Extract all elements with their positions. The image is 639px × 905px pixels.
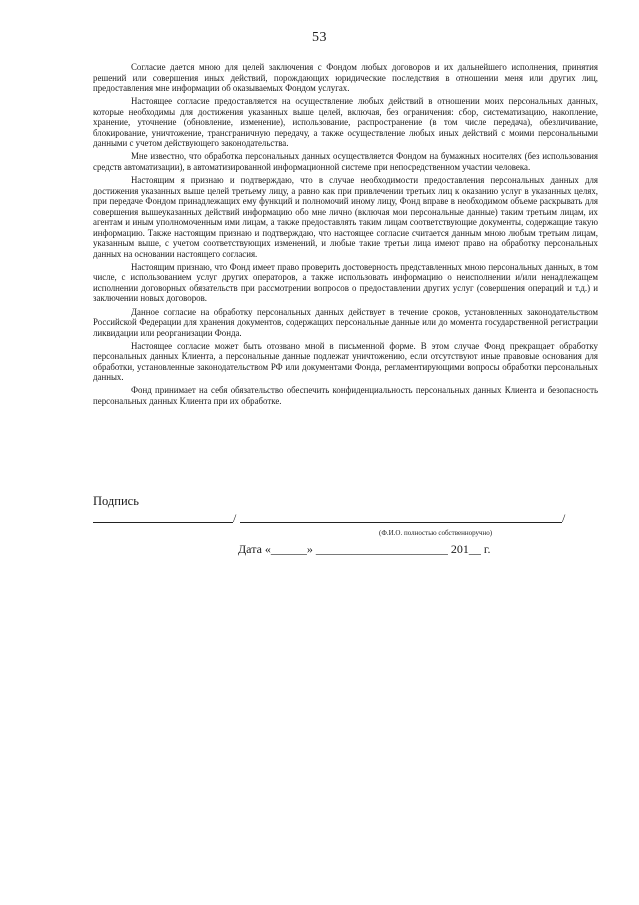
paragraph-processing-method: Мне известно, что обработка персональных данных осуществляется Фондом на бумажных носителях (без использования средств автоматизации), в автоматизированной информационной системе при непосредственном участии человека.: [93, 151, 598, 172]
paragraph-actions: Настоящее согласие предоставляется на осуществление любых действий в отношении моих персональных данных, которые необходимы для достижения указанных выше целей, включая, без ограничения: сбор, систематизацию, накопление, хранение, уточнение (обновление, изменение), использование, распространение (в том числе передача), обезличивание, блокирование, уничтожение, трансграничную передачу, а также осуществление любых иных действий с моими персональными данными с учетом действующего законодательства.: [93, 96, 598, 149]
consent-text: [93, 62, 598, 409]
full-name-line[interactable]: [240, 522, 562, 523]
paragraph-revocation: Настоящее согласие может быть отозвано мной в письменной форме. В этом случае Фонд прекращает обработку персональных данных Клиента, а персональные данные подлежат уничтожению, если отсутствуют иные правовые основания для обработки, установленные законодательством РФ или документами Фонда, регламентирующими вопросы обработки персональных данных.: [93, 340, 598, 383]
signature-separator: /: [233, 511, 237, 525]
page-number: 53: [312, 30, 327, 45]
date-line[interactable]: Дата «______» ______________________ 201__ г.: [238, 542, 491, 556]
signature-line[interactable]: [93, 522, 233, 523]
signature-lines: [93, 510, 573, 537]
paragraph-confidentiality: Фонд принимает на себя обязательство обеспечить конфиденциальность персональных данных Клиента и безопасность персональных данных Клиента при их обработке.: [93, 385, 598, 406]
paragraph-verification: Настоящим признаю, что Фонд имеет право проверить достоверность представленных мною персональных данных, в том числе, с использованием услуг других операторов, а также использовать информацию о неисполнении и/или ненадлежащем исполнении договорных обязательств при рассмотрении вопросов о предоставлении других услуг (совершения операций и т.д.) и заключении новых договоров.: [93, 261, 598, 304]
full-name-separator: /: [562, 511, 566, 525]
signature-label: Подпись: [93, 494, 139, 508]
paragraph-third-parties: Настоящим я признаю и подтверждаю, что в случае необходимости предоставления персональных данных для достижения указанных выше целей третьему лицу, а равно как при привлечении третьих лиц к оказанию услуг в указанных целях, при передаче Фондом принадлежащих ему функций и полномочий иному лицу, Фонд вправе в необходимом объеме раскрывать для совершения вышеуказанных действий информацию обо мне лично (включая мои персональные данные) таким третьим лицам, их агентам и иным уполномоченным ими лицам, а также предоставлять таким лицам соответствующие документы, содержащие такую информацию. Также настоящим признаю и подтверждаю, что настоящее согласие считается данным мною любым третьим лицам, указанным выше, с учетом соответствующих изменений, и любые такие третьи лица имеют право на обработку персональных данных на основании настоящего согласия.: [93, 174, 598, 259]
paragraph-validity: Данное согласие на обработку персональных данных действует в течение сроков, установленных законодательством Российской Федерации для хранения документов, содержащих персональные данные или до момента государственной регистрации ликвидации или реорганизации Фонда.: [93, 306, 598, 338]
paragraph-purpose: Согласие дается мною для целей заключения с Фондом любых договоров и их дальнейшего исполнения, принятия решений или совершения иных действий, порождающих юридические последствия в отношении меня или других лиц, предоставления мне информации об оказываемых Фондом услугах.: [93, 62, 598, 94]
signature-block: [93, 494, 573, 537]
full-name-caption: (Ф.И.О. полностью собственноручно): [379, 529, 493, 537]
